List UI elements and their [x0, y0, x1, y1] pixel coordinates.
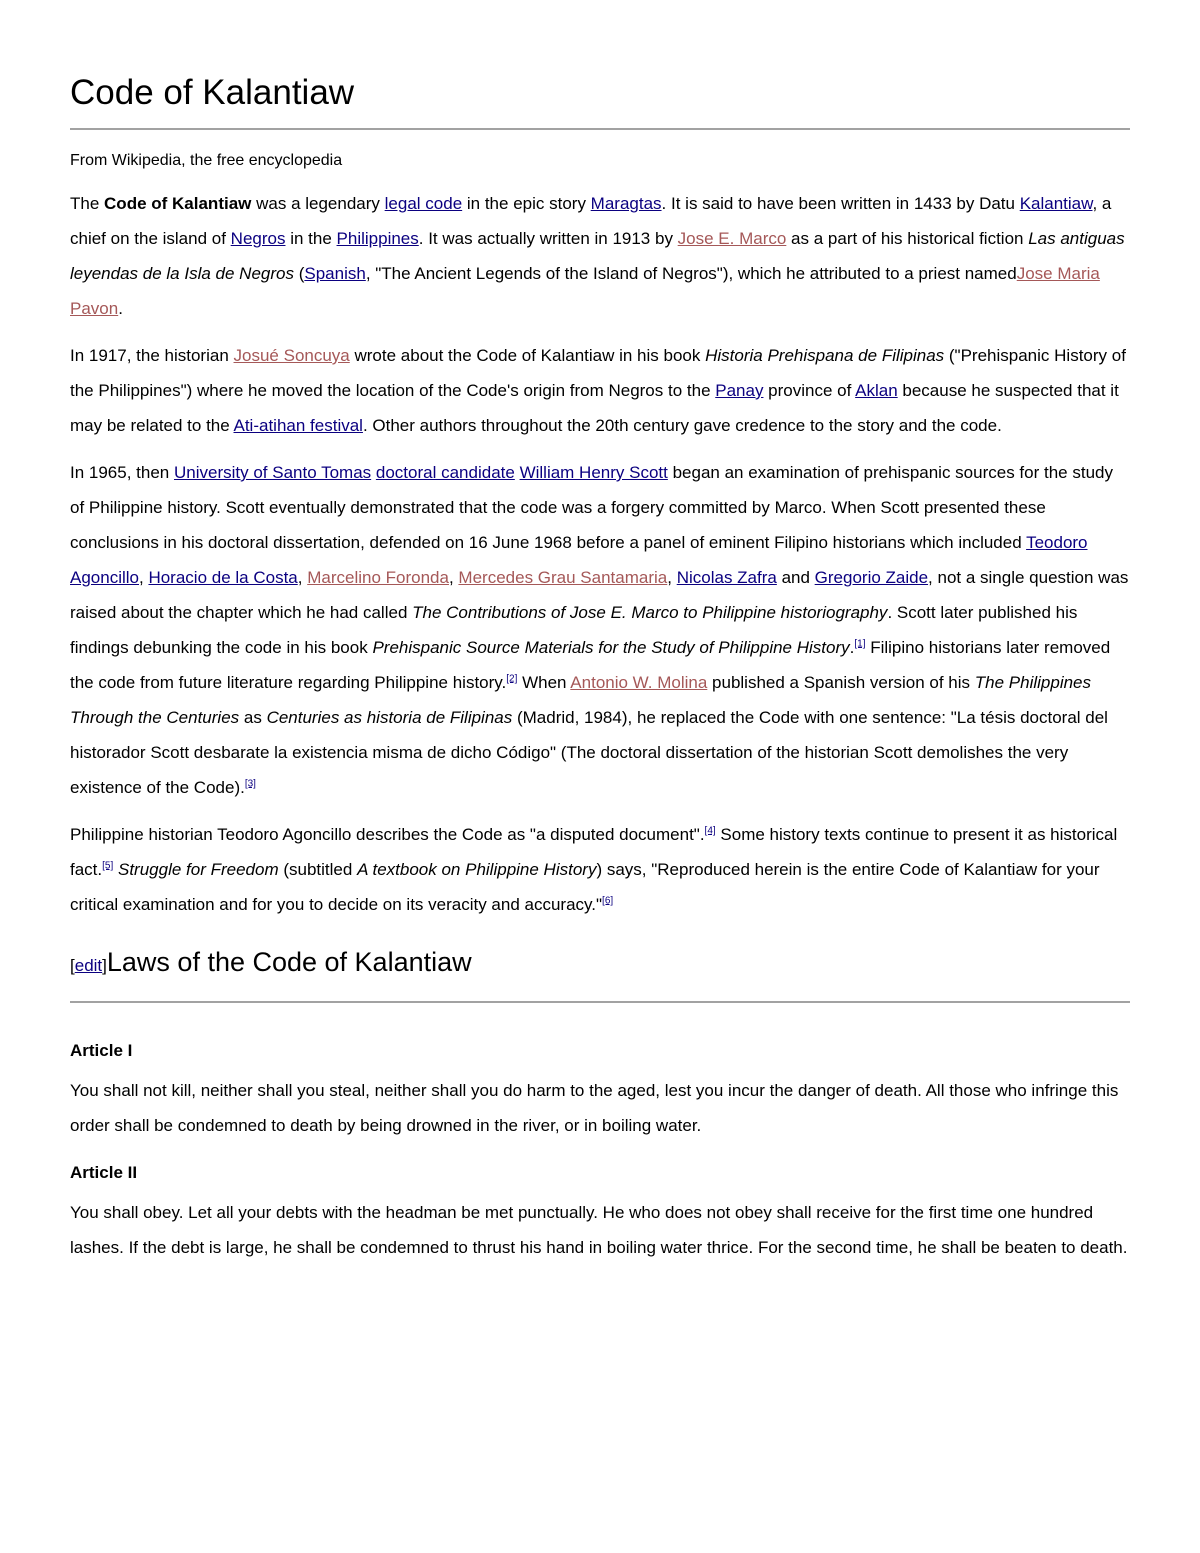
- link-ati-atihan-festival[interactable]: Ati-atihan festival: [233, 416, 363, 435]
- link-jose-maria-pavon[interactable]: Jose Maria Pavon: [70, 264, 1100, 318]
- text: The: [70, 194, 105, 213]
- edit-link[interactable]: edit: [74, 956, 103, 975]
- text: In 1965, then: [70, 463, 174, 482]
- text: ("Prehispanic History of the Philippines") where he moved the location of the Code's origin from Negros to the: [70, 346, 1126, 400]
- text: and: [776, 568, 815, 587]
- italic-title: A textbook on Philippine History: [357, 860, 597, 879]
- link-spanish[interactable]: Spanish: [304, 264, 366, 283]
- italic-title: Las antiguas leyendas de la Isla de Negros: [70, 229, 1125, 283]
- link-philippines[interactable]: Philippines: [336, 229, 419, 248]
- link-nicolas-zafra[interactable]: Nicolas Zafra: [676, 568, 777, 587]
- link-aklan[interactable]: Aklan: [855, 381, 898, 400]
- reference-link-6[interactable]: [6]: [602, 895, 614, 907]
- link-jose-e-marco[interactable]: Jose E. Marco: [677, 229, 787, 248]
- site-tagline: From Wikipedia, the free encyclopedia: [70, 152, 343, 169]
- text: , "The Ancient Legends of the Island of Negros"), which he attributed to a priest named: [365, 264, 1017, 283]
- link-william-henry-scott[interactable]: William Henry Scott: [519, 463, 668, 482]
- reference-4: [705, 825, 716, 836]
- reference-link-4[interactable]: [4]: [704, 825, 716, 837]
- reference-6: [602, 895, 613, 906]
- text: .: [118, 299, 123, 318]
- text: . It is said to have been written in 1433 by Datu: [661, 194, 1020, 213]
- section-heading-text: Laws of the Code of Kalantiaw: [106, 947, 472, 977]
- article-page: [70, 68, 1130, 1277]
- edit-section: [70, 956, 107, 975]
- link-maragtas[interactable]: Maragtas: [590, 194, 662, 213]
- text: ,: [139, 568, 149, 587]
- reference-3: [245, 778, 256, 789]
- section-divider: [70, 1001, 1130, 1003]
- text: (subtitled: [278, 860, 358, 879]
- italic-title: The Philippines Through the Centuries: [70, 673, 1092, 727]
- text: ,: [297, 568, 308, 587]
- text: was a legendary: [251, 194, 385, 213]
- link-marcelino-foronda[interactable]: Marcelino Foronda: [307, 568, 449, 587]
- text: ,: [448, 568, 459, 587]
- edit-bracket-close: ]: [102, 956, 107, 975]
- text: ,: [667, 568, 677, 587]
- text: as a part of his historical fiction: [786, 229, 1029, 248]
- text: Filipino historians later removed the code from future literature regarding Philippine history.: [70, 638, 1111, 692]
- link-doctoral-candidate[interactable]: doctoral candidate: [375, 463, 515, 482]
- link-university-of-santo-tomas[interactable]: University of Santo Tomas: [173, 463, 372, 482]
- textbook-paragraph: [70, 817, 1130, 922]
- italic-title: Centuries as historia de Filipinas: [266, 708, 513, 727]
- text: as: [239, 708, 267, 727]
- article-2-text: You shall obey. Let all your debts with the headman be met punctually. He who does not obey shall receive for the first time one hundred lashes. If the debt is large, he shall be condemned to thrust his hand in boiling water thrice. For the second time, he shall be beaten to death.: [70, 1203, 1128, 1257]
- edit-bracket-open: [: [70, 956, 75, 975]
- forgery-paragraph: [70, 455, 1130, 805]
- text: published a Spanish version of his: [707, 673, 975, 692]
- text: began an examination of prehispanic sources for the study of Philippine history. Scott eventually demonstrated that the code was a forgery committed by Marco. When Scott presented these conclusions in his doctoral dissertation, defended on 16 June 1968 before a panel of eminent Filipino historians which included: [70, 463, 1113, 552]
- link-mercedes-grau-santamaria[interactable]: Mercedes Grau Santamaria: [458, 568, 668, 587]
- text: (: [293, 264, 305, 283]
- text: ) says, "Reproduced herein is the entire Code of Kalantiaw for your critical examination and for you to decide on its veracity and accuracy.": [70, 860, 1100, 914]
- reference-5: [102, 860, 113, 871]
- link-panay[interactable]: Panay: [715, 381, 764, 400]
- text: because he suspected that it may be related to the: [70, 381, 1119, 435]
- text: wrote about the Code of Kalantiaw in his book: [349, 346, 706, 365]
- intro-paragraph: [70, 186, 1130, 326]
- article-1-heading: Article I: [70, 1041, 133, 1060]
- reference-1: [854, 638, 865, 649]
- italic-title: Struggle for Freedom: [117, 860, 279, 879]
- text: .: [849, 638, 855, 657]
- bold-term: Code of Kalantiaw: [104, 194, 252, 213]
- link-horacio-de-la-costa[interactable]: Horacio de la Costa: [148, 568, 298, 587]
- link-teodoro-agoncillo[interactable]: Teodoro Agoncillo: [70, 533, 1088, 587]
- text: Philippine historian Teodoro Agoncillo describes the Code as "a disputed document".: [70, 825, 705, 844]
- link-legal-code[interactable]: legal code: [384, 194, 463, 213]
- reference-link-3[interactable]: [3]: [244, 778, 256, 790]
- section-heading-laws: [70, 942, 1130, 1001]
- italic-title: The Contributions of Jose E. Marco to Philippine historiography: [412, 603, 888, 622]
- reference-link-2[interactable]: [2]: [506, 673, 518, 685]
- text: in the epic story: [462, 194, 591, 213]
- article-2-heading: Article II: [70, 1163, 138, 1182]
- text: In 1917, the historian: [70, 346, 234, 365]
- page-title: Code of Kalantiaw: [70, 73, 355, 112]
- article-1-text: You shall not kill, neither shall you steal, neither shall you do harm to the aged, lest you incur the danger of death. All those who infringe this order shall be condemned to death by being drowned in the river, or in boiling water.: [70, 1081, 1119, 1135]
- text: Some history texts continue to present it as historical fact.: [70, 825, 1118, 879]
- text: (Madrid, 1984), he replaced the Code with one sentence: "La tésis doctoral del historador Scott desbarate la existencia misma de dicho Código" (The doctoral dissertation of the historian Scott demolishes the very existence of the Code).: [70, 708, 1108, 797]
- link-gregorio-zaide[interactable]: Gregorio Zaide: [814, 568, 929, 587]
- text: province of: [763, 381, 856, 400]
- link-josue-soncuya[interactable]: Josué Soncuya: [233, 346, 350, 365]
- link-antonio-w-molina[interactable]: Antonio W. Molina: [570, 673, 708, 692]
- link-kalantiaw[interactable]: Kalantiaw: [1019, 194, 1093, 213]
- text: When: [517, 673, 571, 692]
- italic-title: Historia Prehispana de Filipinas: [705, 346, 945, 365]
- history-paragraph: [70, 338, 1130, 443]
- title-divider: [70, 128, 1130, 130]
- italic-title: Prehispanic Source Materials for the Study of Philippine History: [372, 638, 850, 657]
- reference-2: [506, 673, 517, 684]
- reference-link-5[interactable]: [5]: [102, 860, 114, 872]
- text: , not a single question was raised about the chapter which he had called: [70, 568, 1129, 622]
- text: , a chief on the island of: [70, 194, 1112, 248]
- text: . Other authors throughout the 20th century gave credence to the story and the code.: [362, 416, 1002, 435]
- link-negros[interactable]: Negros: [230, 229, 286, 248]
- text: . It was actually written in 1913 by: [418, 229, 678, 248]
- text: in the: [285, 229, 337, 248]
- reference-link-1[interactable]: [1]: [854, 638, 866, 650]
- text: . Scott later published his findings debunking the code in his book: [70, 603, 1078, 657]
